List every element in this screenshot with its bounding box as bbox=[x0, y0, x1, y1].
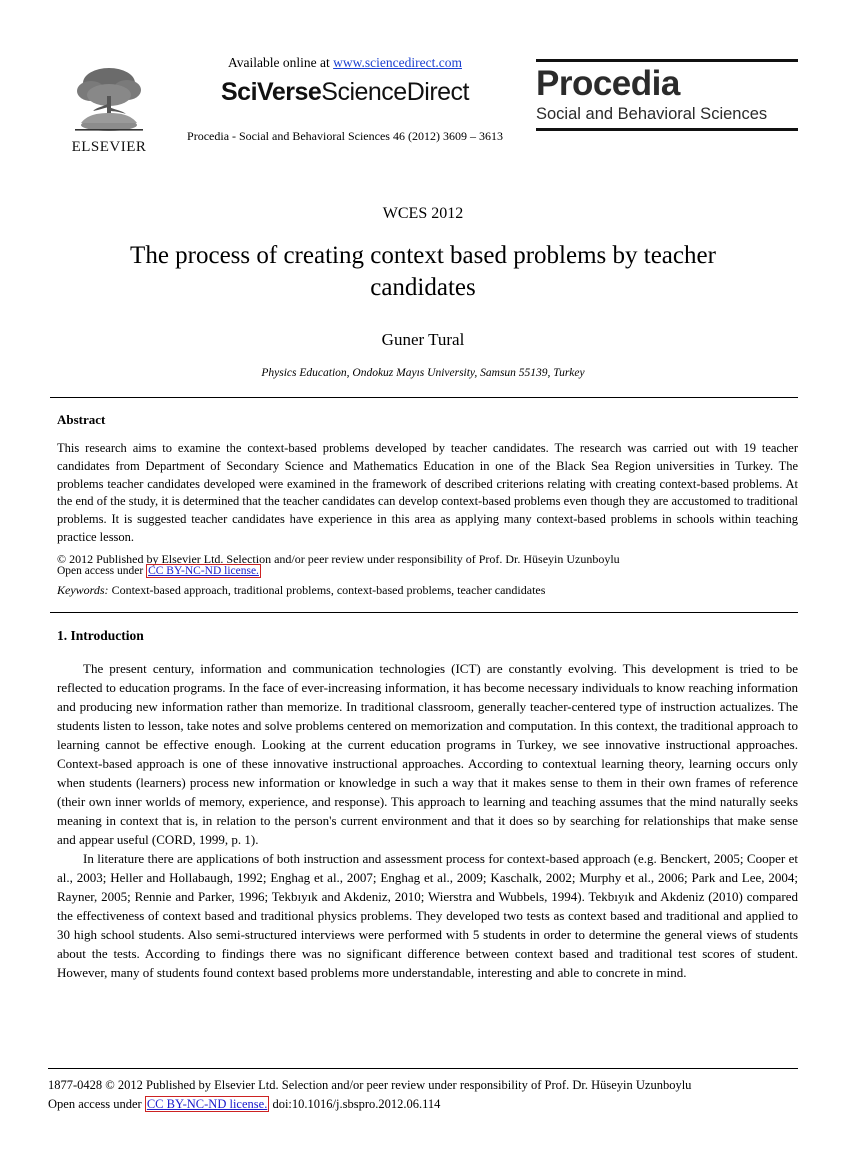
keywords-line bbox=[57, 583, 798, 598]
elsevier-wordmark: ELSEVIER bbox=[71, 139, 147, 155]
footer-divider bbox=[48, 1068, 798, 1069]
elsevier-logo bbox=[60, 63, 158, 156]
sciverse-light-text: ScienceDirect bbox=[321, 78, 469, 106]
procedia-masthead bbox=[536, 59, 798, 131]
paragraph-2: In literature there are applications of both instruction and assessment process for context-based approach (e.g. Benckert, 2005; Cooper et al., 2003; Heller and Hollabaugh, 1992; Enghag et al., 2007; Enghag et al., 2009; Kaschalk, 2002; Murphy et al., 2006; Park and Lee, 2004; Rayner, 2005; Rennie and Parker, 1996; Tekbıyık and Akdeniz, 2010; Wierstra and Wubbels, 1994). Tekbıyık and Akdeniz (2010) compared the effectiveness of context based and traditional physics problems. They developed two tests as context based and traditional and applied to 30 high school students. Also semi-structured interviews were performed with 5 students in order to determine the general views of students about the tests. According to findings there was no significant difference between context based and traditional test scores of student. However, many of students found context based problems more understandable, interesting and able to concrete in mind. bbox=[57, 850, 798, 980]
journal-citation-line: Procedia - Social and Behavioral Sciences 46 (2012) 3609 – 3613 bbox=[187, 129, 503, 143]
available-online-text: Available online at bbox=[228, 55, 330, 70]
footer-license-link[interactable]: CC BY-NC-ND license. bbox=[146, 1096, 268, 1111]
author-name: Guner Tural bbox=[381, 330, 465, 349]
footer-access-line bbox=[48, 1095, 798, 1114]
license-link[interactable]: CC BY-NC-ND license. bbox=[148, 565, 259, 577]
journal-header bbox=[50, 55, 798, 170]
abstract-heading: Abstract bbox=[57, 412, 106, 427]
footer-doi[interactable]: doi:10.1016/j.sbspro.2012.06.114 bbox=[272, 1096, 441, 1111]
divider-above-abstract bbox=[50, 397, 798, 398]
procedia-top-rule bbox=[536, 59, 798, 62]
sciverse-bold-text: SciVerse bbox=[221, 78, 322, 106]
available-online-line bbox=[170, 55, 520, 71]
open-access-line bbox=[57, 565, 261, 577]
keywords-label: Keywords: bbox=[57, 583, 109, 597]
section-heading-introduction: 1. Introduction bbox=[57, 628, 144, 643]
procedia-bottom-rule bbox=[536, 128, 798, 131]
divider-below-abstract bbox=[50, 612, 798, 613]
sciencedirect-block bbox=[170, 55, 520, 144]
footer-open-access-label: Open access under bbox=[48, 1096, 142, 1111]
open-access-label: Open access under bbox=[57, 565, 144, 577]
page-title: The process of creating context based problems by teacher candidates bbox=[130, 242, 716, 301]
sciencedirect-link[interactable]: www.sciencedirect.com bbox=[333, 55, 462, 70]
sciverse-wordmark bbox=[170, 78, 520, 107]
procedia-subtitle: Social and Behavioral Sciences bbox=[536, 104, 768, 123]
page-footer bbox=[48, 1076, 798, 1114]
copyright-line: © 2012 Published by Elsevier Ltd. Selection and/or peer review under responsibility of Prof. Dr. Hüseyin Uzunboylu bbox=[57, 552, 620, 566]
conference-name: WCES 2012 bbox=[382, 205, 464, 222]
keywords-text: Context-based approach, traditional problems, context-based problems, teacher candidates bbox=[111, 583, 546, 597]
procedia-title: Procedia bbox=[536, 64, 680, 103]
introduction-body bbox=[57, 660, 798, 982]
author-affiliation: Physics Education, Ondokuz Mayıs University, Samsun 55139, Turkey bbox=[261, 367, 585, 379]
elsevier-tree-icon bbox=[73, 63, 145, 137]
abstract-text: This research aims to examine the context-based problems developed by teacher candidates. The research was carried out with 19 teacher candidates from Department of Secondary Science and Mathematics Education in one of the Black Sea Region universities in Turkey. The problems teacher candidates developed were examined in the framework of described criterions relating with creating context-based problems. At the end of the study, it is determined that the teacher candidates can develop context-based problems even though they are accustomed to traditional problems. It is suggested teacher candidates have experience in this area as applying many context-based problems in schools within teaching practice lesson. bbox=[57, 441, 798, 544]
footer-copyright-line: 1877-0428 © 2012 Published by Elsevier Ltd. Selection and/or peer review under responsibility of Prof. Dr. Hüseyin Uzunboylu bbox=[48, 1078, 692, 1092]
paragraph-1: The present century, information and communication technologies (ICT) are constantly evolving. This development is tried to be reflected to education programs. In the face of ever-increasing information, it has become necessary individuals to know reaching information and producing new information rather than memorize. In traditional classroom, generally teacher-centered type of instruction actualizes. The students listen to lesson, take notes and solve problems centered on memorization and computation. In this context, the traditional approach to learning cannot be effective enough. Looking at the current education programs in Turkey, we see innovative instructional approaches. Context-based approach is one of these innovative instructional approaches. According to contextual learning theory, learning occurs only when students (learners) process new information or knowledge in such a way that it makes sense to them in their own frames of reference (their own inner worlds of memory, experience, and response). This approach to learning and teaching assumes that the mind naturally seeks meaning in context that is, in relation to the person's current environment and that it does so by searching for relationships that make sense and appear useful (CORD, 1999, p. 1). bbox=[57, 661, 798, 847]
